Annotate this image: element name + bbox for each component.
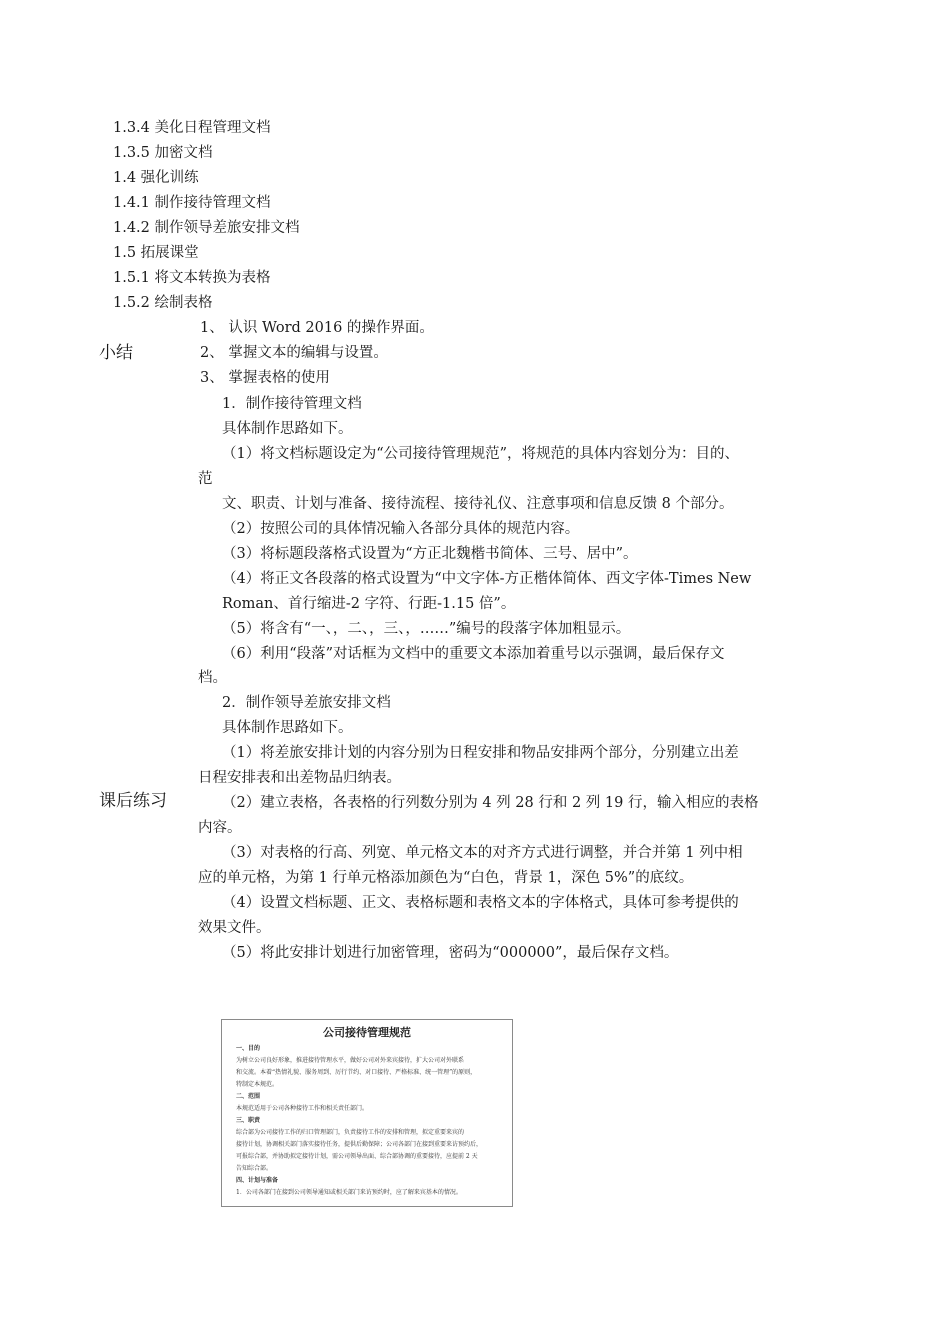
exercise-line: （2）建立表格，各表格的行列数分别为 4 列 28 行和 2 列 19 行，输入相应的表格: [222, 795, 759, 811]
summary-item: 3、 掌握表格的使用: [200, 370, 330, 386]
exercise-line: Roman、首行缩进-2 字符、行距-1.15 倍”。: [222, 596, 516, 612]
exercise-line: 日程安排表和出差物品归纳表。: [198, 770, 401, 786]
exercise-line: 文、职责、计划与准备、接待流程、接待礼仪、注意事项和信息反馈 8 个部分。: [222, 496, 734, 512]
exercise-line: （1）将文档标题设定为“公司接待管理规范”，将规范的具体内容划分为：目的、: [222, 446, 740, 462]
exercise-line: （1）将差旅安排计划的内容分别为日程安排和物品安排两个部分，分别建立出差: [222, 745, 739, 761]
exercise-line: 档。: [198, 670, 227, 686]
summary-item: 2、 掌握文本的编辑与设置。: [200, 345, 388, 361]
exercise-heading: 1．制作接待管理文档: [222, 396, 362, 412]
exercise-heading: 2．制作领导差旅安排文档: [222, 695, 391, 711]
exercise-line: （4）将正文各段落的格式设置为“中文字体-方正楷体简体、西文字体-Times New: [222, 571, 752, 587]
exercise-line: 范: [198, 471, 213, 487]
preview-line: 告知综合部。: [236, 1165, 273, 1172]
exercise-line: （3）对表格的行高、列宽、单元格文本的对齐方式进行调整，并合并第 1 列中相: [222, 845, 743, 861]
preview-line: 三、职责: [236, 1117, 261, 1124]
exercise-line: 效果文件。: [198, 920, 271, 936]
preview-line: 1．公司各部门在接到公司领导通知或相关部门来访预约时，应了解来宾基本的情况。: [236, 1189, 462, 1196]
exercise-line: （5）将此安排计划进行加密管理，密码为“000000”，最后保存文档。: [222, 945, 679, 961]
exercise-line: （4）设置文档标题、正文、表格标题和表格文本的字体格式，具体可参考提供的: [222, 895, 739, 911]
toc-item: 1.5.2 绘制表格: [113, 295, 213, 311]
summary-item: 1、 认识 Word 2016 的操作界面。: [200, 320, 434, 336]
toc-item: 1.3.5 加密文档: [113, 145, 213, 161]
exercise-line: （3）将标题段落格式设置为“方正北魏楷书简体、三号、居中”。: [222, 546, 638, 562]
toc-item: 1.3.4 美化日程管理文档: [113, 120, 271, 136]
exercise-line: （6）利用“段落”对话框为文档中的重要文本添加着重号以示强调，最后保存文: [222, 646, 725, 662]
exercise-line: 应的单元格，为第 1 行单元格添加颜色为“白色，背景 1，深色 5%”的底纹。: [198, 870, 694, 886]
preview-line: 接待计划，协调相关部门落实接待任务，提供后勤保障；公司各部门在接到重要来访预约后，: [236, 1141, 483, 1148]
toc-item: 1.5 拓展课堂: [113, 245, 199, 261]
toc-item: 1.4.1 制作接待管理文档: [113, 195, 271, 211]
exercise-line: 具体制作思路如下。: [222, 421, 353, 437]
toc-item: 1.5.1 将文本转换为表格: [113, 270, 271, 286]
preview-line: 特制定本规范。: [236, 1081, 279, 1088]
exercise-line: 内容。: [198, 820, 242, 836]
preview-line: 可报综合部，并协助拟定接待计划，需公司领导出面、综合部协调的重要接待，应提前 2 天: [236, 1153, 478, 1160]
preview-line: 本规范适用于公司各种接待工作和相关责任部门。: [236, 1105, 369, 1112]
summary-label: 小结: [99, 343, 133, 363]
preview-line: 一、目的: [236, 1045, 261, 1052]
exercise-line: 具体制作思路如下。: [222, 720, 353, 736]
preview-line: 为树立公司良好形象，推进接待管理水平，做好公司对外来宾接待，扩大公司对外联系: [236, 1057, 465, 1064]
exercise-line: （5）将含有“一、，二、，三、，……”编号的段落字体加粗显示。: [222, 621, 631, 637]
preview-title: 公司接待管理规范: [323, 1026, 411, 1039]
preview-line: 和交流。本着“热情礼貌、服务周到、厉行节约、对口接待、严格标准、统一管理”的原则，: [236, 1069, 477, 1076]
toc-item: 1.4.2 制作领导差旅安排文档: [113, 220, 300, 236]
document-preview-image: [221, 1019, 513, 1207]
preview-line: 二、范围: [236, 1093, 261, 1100]
preview-line: 综合部为公司接待工作的归口管理部门，负责接待工作的安排和管理，拟定重要来宾的: [236, 1129, 465, 1136]
exercise-line: （2）按照公司的具体情况输入各部分具体的规范内容。: [222, 521, 580, 537]
exercise-label: 课后练习: [99, 791, 167, 811]
preview-line: 四、计划与准备: [236, 1177, 279, 1184]
toc-item: 1.4 强化训练: [113, 170, 199, 186]
